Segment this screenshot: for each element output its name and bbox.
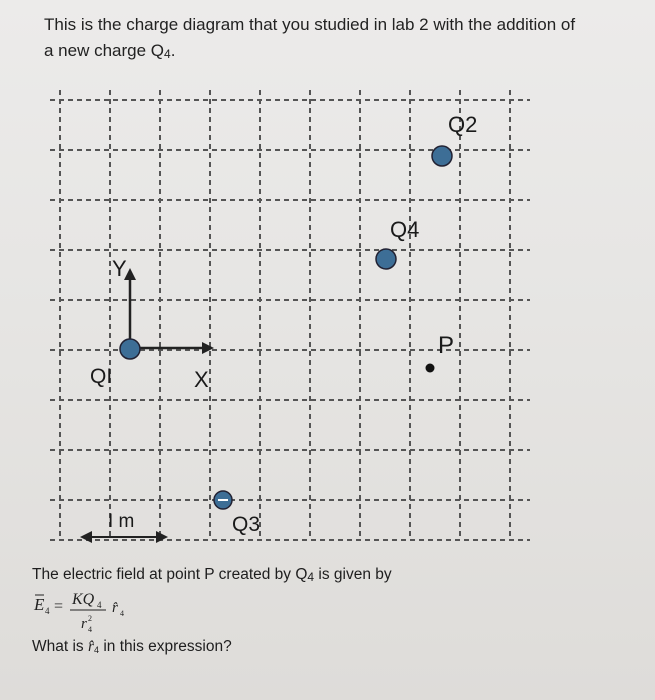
charge-q4 [376,249,396,269]
prompt-end: in this expression? [99,638,232,655]
y-axis-label: Y [112,256,127,281]
scale-arrow-right [156,531,168,543]
question-sub: 4 [307,570,315,584]
intro-line-2-end: . [170,41,176,60]
q1-label: QI [90,365,113,388]
charge-q2 [432,146,452,166]
prompt-text [32,638,232,656]
question-start: The electric field at point P created by Q [32,566,308,583]
q3-label: Q3 [232,513,261,536]
charge-diagram [30,70,550,590]
intro-text [44,12,634,67]
formula-lhs-sub: 4 [45,606,50,616]
intro-line-2 [44,38,634,67]
formula-denominator: r [81,616,87,632]
x-axis-arrowhead [202,342,214,354]
scale-arrow-left [80,531,92,543]
intro-line-2-sub: 4 [164,47,171,61]
formula-den-sup: 2 [88,614,92,623]
formula-num-sub: 4 [97,600,102,610]
prompt-start: What is [32,638,88,655]
axes [124,268,214,354]
point-p-dot [426,364,435,373]
formula-lhs: E [34,595,45,614]
q2-label: Q2 [448,112,478,137]
x-axis-label: X [194,367,209,392]
grid [50,90,530,540]
formula-numerator: KQ [72,591,95,608]
charge-q1 [120,339,140,359]
q4-label: Q4 [390,217,420,242]
formula-equals: = [54,598,64,615]
formula-unit-sub: 4 [120,609,124,618]
scale-bar [80,511,168,543]
question-end: is given by [314,566,392,583]
point-p-label: P [438,332,455,359]
formula-den-sub: 4 [88,625,92,634]
intro-line-2-text: a new charge Q [44,41,165,60]
prompt-symbol: r̂ [87,638,95,655]
formula-unit: r̂ [112,600,118,616]
field-formula [32,588,182,638]
question-text [32,566,632,584]
prompt-symbol-sub: 4 [94,645,100,655]
intro-line-1: This is the charge diagram that you studied in lab 2 with the addition of [44,15,576,34]
scale-label: I m [108,511,135,532]
